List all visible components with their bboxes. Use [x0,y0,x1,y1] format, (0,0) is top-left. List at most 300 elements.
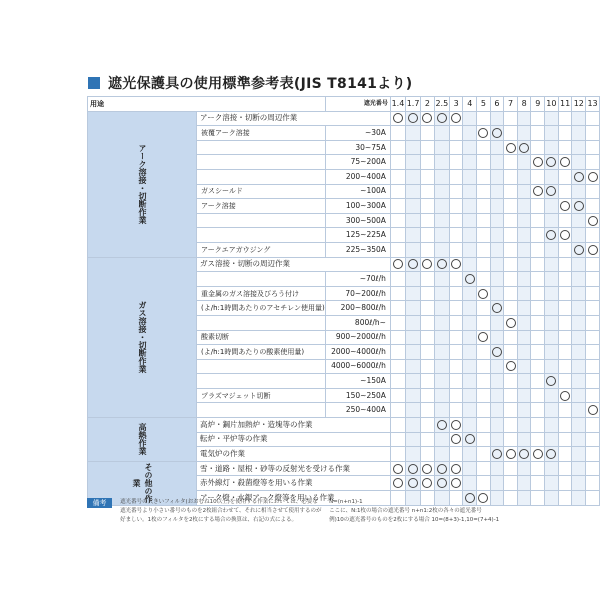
shade-cell-11 [558,286,572,301]
shade-cell-7 [504,461,518,476]
remarks [87,498,503,524]
shade-cell-1.7 [406,169,421,184]
shade-cell-13 [586,199,600,214]
shade-cell-6 [490,359,504,374]
shade-cell-2.5 [434,432,449,447]
shade-cell-6 [490,301,504,316]
shade-cell-2 [421,388,435,403]
shade-cell-8 [517,140,531,155]
shade-cell-11 [558,155,572,170]
shade-cell-1.7 [406,301,421,316]
circle-mark-icon [451,478,461,488]
formula-example: 例)10の遮光番号のものを2枚にする場合 10=(8+3)-1,10=(7+4)-1 [329,517,500,523]
shade-cell-1.7 [406,286,421,301]
shade-cell-2 [421,432,435,447]
range-label: 250~400A [325,403,390,418]
shade-cell-3 [449,330,463,345]
circle-mark-icon [588,216,598,226]
shade-cell-8 [517,169,531,184]
range-label: 300~500A [325,213,390,228]
circle-mark-icon [588,172,598,182]
shade-cell-6 [490,199,504,214]
shade-cell-7 [504,388,518,403]
shade-number-12: 12 [572,97,586,112]
circle-mark-icon [492,303,502,313]
shade-cell-12 [572,315,586,330]
shade-cell-2 [421,447,435,462]
shade-cell-9 [531,432,545,447]
shade-cell-11 [558,432,572,447]
shade-cell-6 [490,184,504,199]
shade-cell-11 [558,403,572,418]
shade-cell-2 [421,345,435,360]
shade-cell-2.5 [434,418,449,433]
shade-cell-1.4 [390,111,405,126]
use-label: 赤外線灯・殺菌燈等を用いる作業 [197,476,391,491]
shade-cell-8 [517,345,531,360]
shade-cell-1.4 [390,184,405,199]
range-label: 30~75A [325,140,390,155]
shade-number-2.5: 2.5 [434,97,449,112]
shade-cell-5 [477,199,491,214]
work-type-label [197,272,326,287]
circle-mark-icon [408,113,418,123]
shade-cell-1.4 [390,169,405,184]
circle-mark-icon [478,128,488,138]
shade-cell-2 [421,257,435,272]
shade-cell-8 [517,432,531,447]
shade-cell-9 [531,330,545,345]
shade-cell-3 [449,461,463,476]
shade-cell-8 [517,155,531,170]
range-label: 150~250A [325,388,390,403]
shade-number-1.4: 1.4 [390,97,405,112]
shade-cell-2 [421,242,435,257]
shade-cell-2.5 [434,476,449,491]
shade-cell-1.4 [390,272,405,287]
circle-mark-icon [478,289,488,299]
shade-cell-1.7 [406,228,421,243]
shade-cell-9 [531,374,545,389]
circle-mark-icon [422,259,432,269]
shade-cell-1.4 [390,403,405,418]
shade-cell-8 [517,199,531,214]
shade-cell-7 [504,286,518,301]
circle-mark-icon [408,259,418,269]
category-label: アーク溶接・切断作業 [88,111,197,257]
shade-cell-8 [517,315,531,330]
shade-cell-2 [421,155,435,170]
shade-cell-10 [545,169,559,184]
shade-cell-10 [545,301,559,316]
circle-mark-icon [393,464,403,474]
shade-cell-1.4 [390,228,405,243]
shade-cell-2 [421,272,435,287]
shade-cell-7 [504,242,518,257]
shade-cell-1.4 [390,418,405,433]
shade-cell-6 [490,432,504,447]
shade-cell-13 [586,242,600,257]
shade-cell-8 [517,272,531,287]
table-row [88,111,600,126]
shade-cell-2 [421,228,435,243]
shade-cell-4 [463,374,477,389]
shade-cell-9 [531,491,545,506]
shade-cell-2 [421,301,435,316]
shade-cell-1.4 [390,432,405,447]
use-label: 転炉・平炉等の作業 [197,432,391,447]
shade-cell-2.5 [434,242,449,257]
range-label: 900~2000ℓ/h [325,330,390,345]
remarks-formula [323,498,503,524]
shade-cell-1.4 [390,374,405,389]
shade-cell-5 [477,403,491,418]
shade-cell-1.7 [406,403,421,418]
shade-cell-13 [586,301,600,316]
work-type-label [197,403,326,418]
shade-cell-13 [586,257,600,272]
circle-mark-icon [478,332,488,342]
shade-cell-5 [477,286,491,301]
shade-cell-5 [477,140,491,155]
work-type-label [197,315,326,330]
shade-cell-7 [504,374,518,389]
shade-cell-7 [504,447,518,462]
shade-cell-10 [545,359,559,374]
work-type-label: 重金属のガス溶接及びろう付け [197,286,326,301]
work-type-label: (よ/h:1時間あたりのアセチレン使用量) [197,301,326,316]
shade-cell-13 [586,461,600,476]
shade-cell-6 [490,111,504,126]
shade-cell-7 [504,213,518,228]
circle-mark-icon [451,420,461,430]
shade-cell-2.5 [434,447,449,462]
shade-cell-1.4 [390,126,405,141]
shade-cell-1.7 [406,199,421,214]
shade-cell-10 [545,432,559,447]
range-label: 800ℓ/h~ [325,315,390,330]
use-label: ガス溶接・切断の周辺作業 [197,257,391,272]
shade-cell-5 [477,374,491,389]
shade-cell-6 [490,257,504,272]
shade-cell-11 [558,461,572,476]
shade-cell-10 [545,213,559,228]
shade-cell-13 [586,447,600,462]
shade-number-4: 4 [463,97,477,112]
shade-cell-5 [477,330,491,345]
shade-cell-13 [586,491,600,506]
shade-cell-7 [504,184,518,199]
shade-cell-7 [504,169,518,184]
shade-cell-8 [517,403,531,418]
work-type-label: ガスシールド [197,184,326,199]
shade-cell-12 [572,126,586,141]
shade-cell-8 [517,476,531,491]
shade-cell-4 [463,330,477,345]
range-label: ~150A [325,374,390,389]
table-row [88,461,600,476]
shade-cell-1.4 [390,199,405,214]
shade-cell-11 [558,301,572,316]
shade-cell-12 [572,345,586,360]
range-label: 200~800ℓ/h [325,301,390,316]
shade-cell-12 [572,403,586,418]
shade-cell-2 [421,418,435,433]
range-label: ~70ℓ/h [325,272,390,287]
shade-cell-1.7 [406,388,421,403]
shade-cell-7 [504,345,518,360]
shade-cell-4 [463,301,477,316]
shade-cell-1.4 [390,330,405,345]
shade-cell-13 [586,476,600,491]
circle-mark-icon [533,157,543,167]
shade-cell-4 [463,418,477,433]
shade-cell-12 [572,140,586,155]
shade-cell-5 [477,388,491,403]
category-label: その他の作業 [88,461,197,505]
use-label: アーク溶接・切断の周辺作業 [197,111,391,126]
shade-cell-13 [586,418,600,433]
work-type-label [197,169,326,184]
shade-cell-1.7 [406,213,421,228]
shade-cell-3 [449,403,463,418]
shade-cell-6 [490,476,504,491]
circle-mark-icon [546,186,556,196]
shade-cell-2 [421,286,435,301]
circle-mark-icon [393,478,403,488]
shade-cell-2 [421,199,435,214]
circle-mark-icon [546,230,556,240]
shade-cell-8 [517,286,531,301]
shade-cell-1.4 [390,476,405,491]
shade-cell-2.5 [434,388,449,403]
shade-cell-11 [558,169,572,184]
shade-cell-13 [586,432,600,447]
shade-cell-4 [463,403,477,418]
range-label: 100~300A [325,199,390,214]
formula-definition: ここに、N:1枚の場合の遮光番号 n+n1:2枚の各々の遮光番号 [329,508,482,514]
shade-cell-12 [572,272,586,287]
shade-cell-2.5 [434,155,449,170]
shade-cell-6 [490,447,504,462]
circle-mark-icon [546,157,556,167]
shade-cell-9 [531,359,545,374]
circle-mark-icon [574,172,584,182]
shade-cell-3 [449,228,463,243]
shade-cell-6 [490,169,504,184]
shade-cell-7 [504,491,518,506]
shade-cell-9 [531,228,545,243]
circle-mark-icon [546,449,556,459]
shade-cell-4 [463,461,477,476]
shade-cell-13 [586,228,600,243]
shade-cell-11 [558,111,572,126]
shade-cell-2 [421,374,435,389]
shade-cell-3 [449,301,463,316]
shade-cell-3 [449,140,463,155]
header-row [88,97,600,112]
shade-cell-11 [558,242,572,257]
shade-cell-3 [449,447,463,462]
shade-cell-3 [449,345,463,360]
shade-cell-12 [572,242,586,257]
circle-mark-icon [533,186,543,196]
circle-mark-icon [519,449,529,459]
shade-cell-1.7 [406,242,421,257]
shade-cell-3 [449,126,463,141]
work-type-label [197,155,326,170]
shade-cell-2.5 [434,301,449,316]
circle-mark-icon [506,143,516,153]
shade-cell-8 [517,301,531,316]
shade-reference-table [87,96,600,506]
circle-mark-icon [588,245,598,255]
shade-cell-13 [586,286,600,301]
shade-cell-5 [477,126,491,141]
use-label: 高炉・鋼片加熱炉・造塊等の作業 [197,418,391,433]
shade-cell-1.4 [390,286,405,301]
page-title: 遮光保護具の使用標準参考表(JIS T8141より) [108,76,413,92]
shade-cell-2.5 [434,184,449,199]
shade-cell-1.4 [390,315,405,330]
shade-cell-13 [586,213,600,228]
remarks-text: 遮光番号の大きいフィルタ(おおむね10以上)を使用する作業においては、必要な遮光番号より小さい番号のものを2枚組合わせて、それに相当させて使用するのが好ましい。1枚のフィルタを2枚にする場合の換算は、右記の式による。 [120,499,322,523]
shade-cell-12 [572,374,586,389]
circle-mark-icon [519,143,529,153]
shade-cell-2.5 [434,359,449,374]
use-label: アーク燈・水銀アーク燈等を用いる作業 [197,491,391,506]
circle-mark-icon [422,113,432,123]
shade-cell-2 [421,184,435,199]
shade-cell-4 [463,359,477,374]
shade-cell-7 [504,272,518,287]
use-header: 用途 [88,97,326,112]
category-label: 高熱作業 [88,418,197,462]
shade-cell-11 [558,126,572,141]
shade-cell-12 [572,301,586,316]
shade-cell-2 [421,476,435,491]
range-label: 200~400A [325,169,390,184]
shade-cell-7 [504,418,518,433]
shade-cell-12 [572,432,586,447]
shade-cell-10 [545,461,559,476]
shade-cell-2 [421,330,435,345]
shade-number-6: 6 [490,97,504,112]
circle-mark-icon [422,464,432,474]
range-label: 225~350A [325,242,390,257]
circle-mark-icon [437,113,447,123]
shade-cell-9 [531,476,545,491]
shade-cell-13 [586,330,600,345]
circle-mark-icon [588,405,598,415]
shade-cell-2.5 [434,111,449,126]
shade-cell-11 [558,388,572,403]
work-type-label: アークエアガウジング [197,242,326,257]
shade-cell-4 [463,228,477,243]
shade-cell-7 [504,155,518,170]
shade-cell-9 [531,140,545,155]
shade-cell-3 [449,374,463,389]
shade-cell-6 [490,272,504,287]
shade-cell-13 [586,374,600,389]
circle-mark-icon [506,361,516,371]
circle-mark-icon [492,128,502,138]
shade-cell-5 [477,418,491,433]
shade-number-5: 5 [477,97,491,112]
shade-cell-4 [463,140,477,155]
shade-cell-5 [477,476,491,491]
shade-cell-9 [531,461,545,476]
circle-mark-icon [546,376,556,386]
shade-cell-2.5 [434,126,449,141]
shade-cell-4 [463,476,477,491]
shade-cell-11 [558,315,572,330]
circle-mark-icon [437,259,447,269]
shade-cell-7 [504,140,518,155]
circle-mark-icon [451,464,461,474]
shade-cell-9 [531,184,545,199]
shade-cell-3 [449,315,463,330]
shade-cell-12 [572,359,586,374]
circle-mark-icon [465,274,475,284]
shade-cell-1.7 [406,155,421,170]
circle-mark-icon [574,201,584,211]
shade-cell-12 [572,461,586,476]
shade-cell-12 [572,184,586,199]
shade-cell-13 [586,359,600,374]
work-type-label: 酸素切断 [197,330,326,345]
shade-cell-1.7 [406,359,421,374]
shade-cell-5 [477,184,491,199]
shade-cell-5 [477,228,491,243]
shade-cell-1.7 [406,315,421,330]
shade-cell-10 [545,447,559,462]
shade-cell-11 [558,345,572,360]
shade-cell-10 [545,491,559,506]
shade-cell-3 [449,242,463,257]
shade-cell-8 [517,126,531,141]
shade-cell-1.4 [390,242,405,257]
shade-cell-8 [517,374,531,389]
shade-cell-1.7 [406,461,421,476]
shade-cell-6 [490,140,504,155]
shade-cell-2 [421,461,435,476]
range-label: ~100A [325,184,390,199]
shade-number-10: 10 [545,97,559,112]
circle-mark-icon [451,434,461,444]
shade-cell-2 [421,126,435,141]
circle-mark-icon [560,391,570,401]
work-type-label: プラズマジェット切断 [197,388,326,403]
shade-cell-7 [504,301,518,316]
shade-cell-1.7 [406,272,421,287]
work-type-label [197,213,326,228]
shade-cell-10 [545,111,559,126]
shade-cell-9 [531,242,545,257]
shade-cell-10 [545,418,559,433]
shade-cell-1.4 [390,140,405,155]
shade-cell-4 [463,213,477,228]
shade-number-9: 9 [531,97,545,112]
circle-mark-icon [393,113,403,123]
shade-cell-4 [463,242,477,257]
shade-cell-1.7 [406,476,421,491]
shade-cell-9 [531,126,545,141]
shade-cell-11 [558,476,572,491]
shade-cell-5 [477,359,491,374]
shade-cell-1.7 [406,126,421,141]
circle-mark-icon [492,449,502,459]
